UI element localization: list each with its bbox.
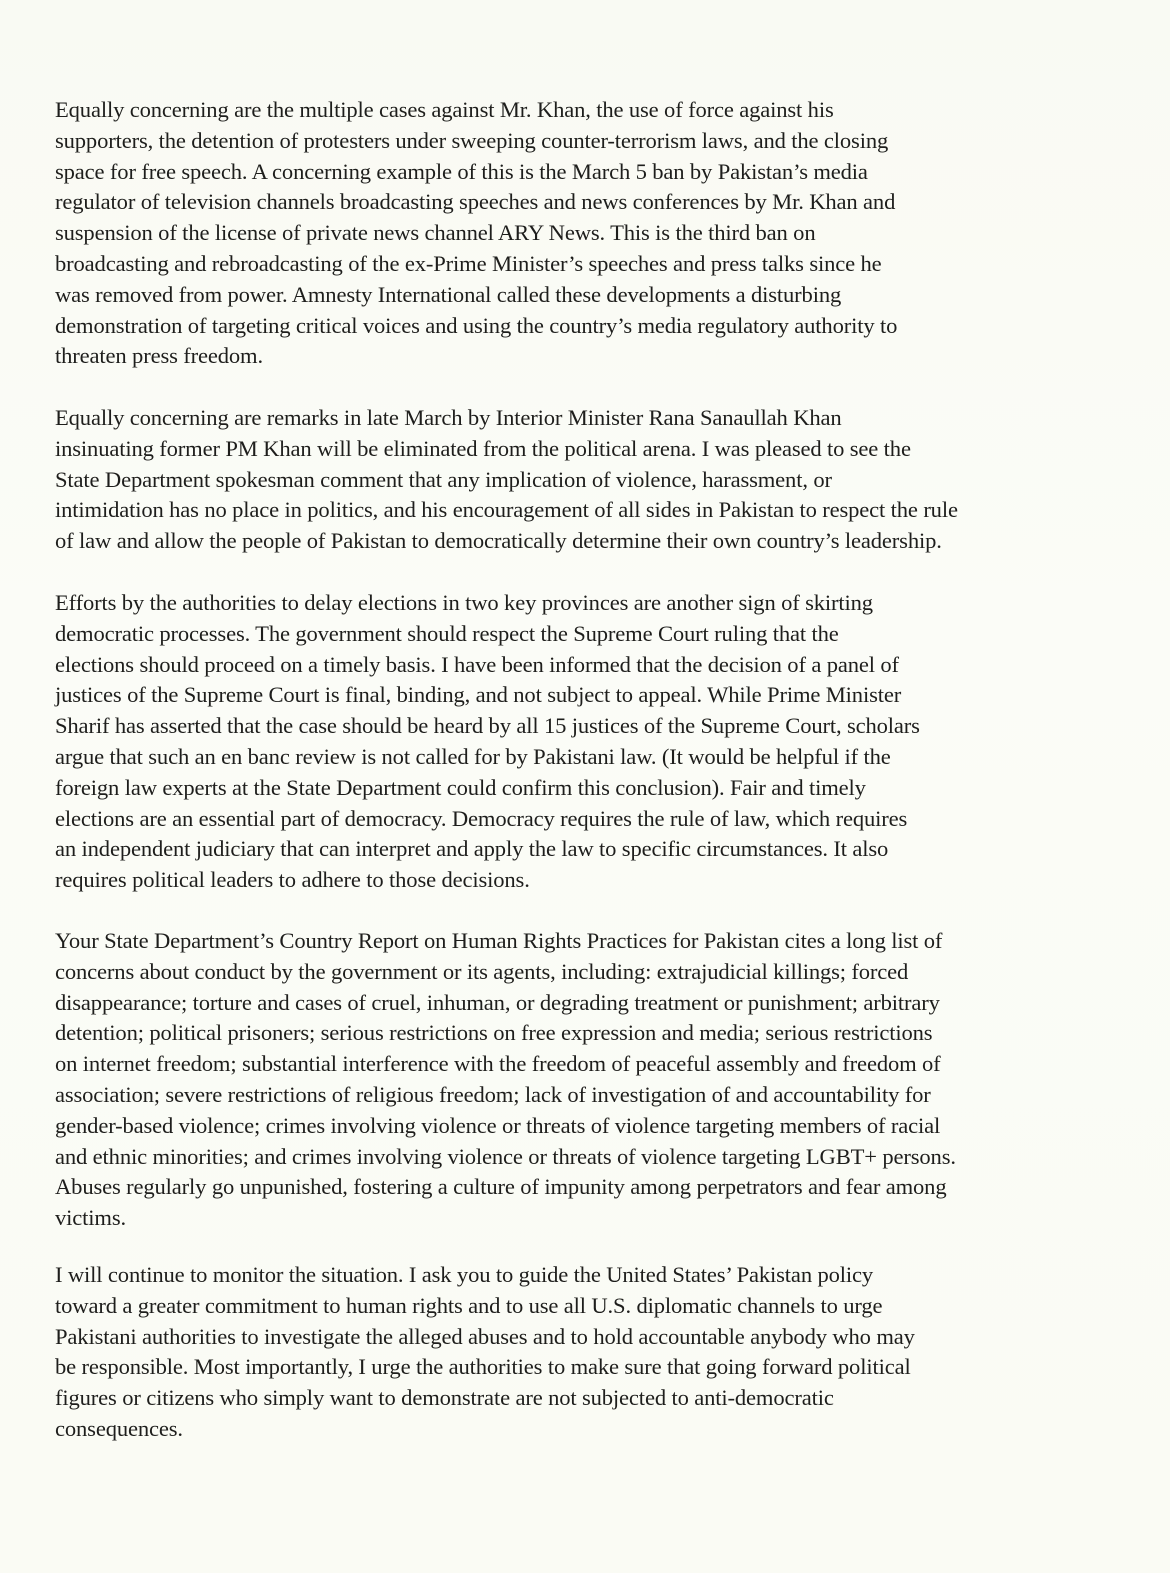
text-line: suspension of the license of private news channel ARY News. This is the third ban on: [55, 220, 816, 246]
text-line: Abuses regularly go unpunished, fostering a culture of impunity among perpetrators and fear among: [55, 1174, 947, 1200]
paragraph-closing-request: [55, 1260, 915, 1445]
text-line: broadcasting and rebroadcasting of the ex-Prime Minister’s speeches and press talks since he: [55, 250, 882, 276]
text-line: State Department spokesman comment that any implication of violence, harassment, or: [55, 466, 832, 492]
text-line: Pakistani authorities to investigate the alleged abuses and to hold accountable anybody who may: [55, 1323, 915, 1349]
paragraph-case-concerns: [55, 95, 897, 372]
text-line: intimidation has no place in politics, and his encouragement of all sides in Pakistan to respect the rule: [55, 497, 958, 523]
text-line: elections are an essential part of democracy. Democracy requires the rule of law, which requires: [55, 805, 908, 831]
text-line: consequences.: [55, 1415, 183, 1441]
paragraph-human-rights-report: [55, 926, 956, 1234]
text-line: regulator of television channels broadcasting speeches and news conferences by Mr. Khan and: [55, 189, 896, 215]
text-line: of law and allow the people of Pakistan to democratically determine their own country’s leadership.: [55, 528, 942, 554]
text-line: an independent judiciary that can interpret and apply the law to specific circumstances. It also: [55, 836, 889, 862]
text-line: insinuating former PM Khan will be eliminated from the political arena. I was pleased to see the: [55, 435, 911, 461]
text-line: space for free speech. A concerning example of this is the March 5 ban by Pakistan’s media: [55, 158, 868, 184]
text-line: democratic processes. The government should respect the Supreme Court ruling that the: [55, 620, 839, 646]
text-line: demonstration of targeting critical voices and using the country’s media regulatory authority to: [55, 312, 898, 338]
text-line: Your State Department’s Country Report on Human Rights Practices for Pakistan cites a long list of: [55, 928, 943, 953]
text-line: on internet freedom; substantial interference with the freedom of peaceful assembly and freedom of: [55, 1051, 941, 1077]
text-line: be responsible. Most importantly, I urge the authorities to make sure that going forward political: [55, 1354, 911, 1380]
text-line: argue that such an en banc review is not called for by Pakistani law. (It would be helpful if the: [55, 743, 891, 769]
text-line: justices of the Supreme Court is final, binding, and not subject to appeal. While Prime Minister: [55, 682, 902, 708]
text-line: gender-based violence; crimes involving violence or threats of violence targeting members of racial: [55, 1112, 941, 1138]
text-line: Sharif has asserted that the case should be heard by all 15 justices of the Supreme Court, scholars: [55, 713, 920, 739]
text-line: I will continue to monitor the situation. I ask you to guide the United States’ Pakistan policy: [55, 1262, 874, 1287]
text-line: Equally concerning are the multiple cases against Mr. Khan, the use of force against his: [55, 97, 834, 122]
text-line: and ethnic minorities; and crimes involving violence or threats of violence targeting LGBT+ persons.: [55, 1143, 956, 1169]
text-line: concerns about conduct by the government or its agents, including: extrajudicial killings; forced: [55, 958, 909, 984]
text-line: detention; political prisoners; serious restrictions on free expression and media; serious restrictions: [55, 1020, 933, 1046]
text-line: figures or citizens who simply want to demonstrate are not subjected to anti-democratic: [55, 1385, 834, 1411]
text-line: toward a greater commitment to human rights and to use all U.S. diplomatic channels to urge: [55, 1292, 883, 1318]
text-line: Equally concerning are remarks in late March by Interior Minister Rana Sanaullah Khan: [55, 405, 842, 430]
text-line: supporters, the detention of protesters under sweeping counter-terrorism laws, and the closing: [55, 127, 889, 153]
text-line: threaten press freedom.: [55, 343, 263, 369]
text-line: requires political leaders to adhere to those decisions.: [55, 867, 530, 893]
text-line: association; severe restrictions of religious freedom; lack of investigation of and accountability for: [55, 1081, 931, 1107]
text-line: Efforts by the authorities to delay elections in two key provinces are another sign of skirting: [55, 590, 873, 615]
text-line: foreign law experts at the State Department could confirm this conclusion). Fair and timely: [55, 774, 866, 800]
text-line: victims.: [55, 1205, 126, 1231]
paragraph-election-delays: [55, 588, 920, 896]
text-line: disappearance; torture and cases of cruel, inhuman, or degrading treatment or punishment; arbitrary: [55, 989, 940, 1015]
text-line: elections should proceed on a timely basis. I have been informed that the decision of a panel of: [55, 651, 899, 677]
paragraph-interior-minister-remarks: [55, 403, 958, 557]
text-line: was removed from power. Amnesty International called these developments a disturbing: [55, 281, 842, 307]
